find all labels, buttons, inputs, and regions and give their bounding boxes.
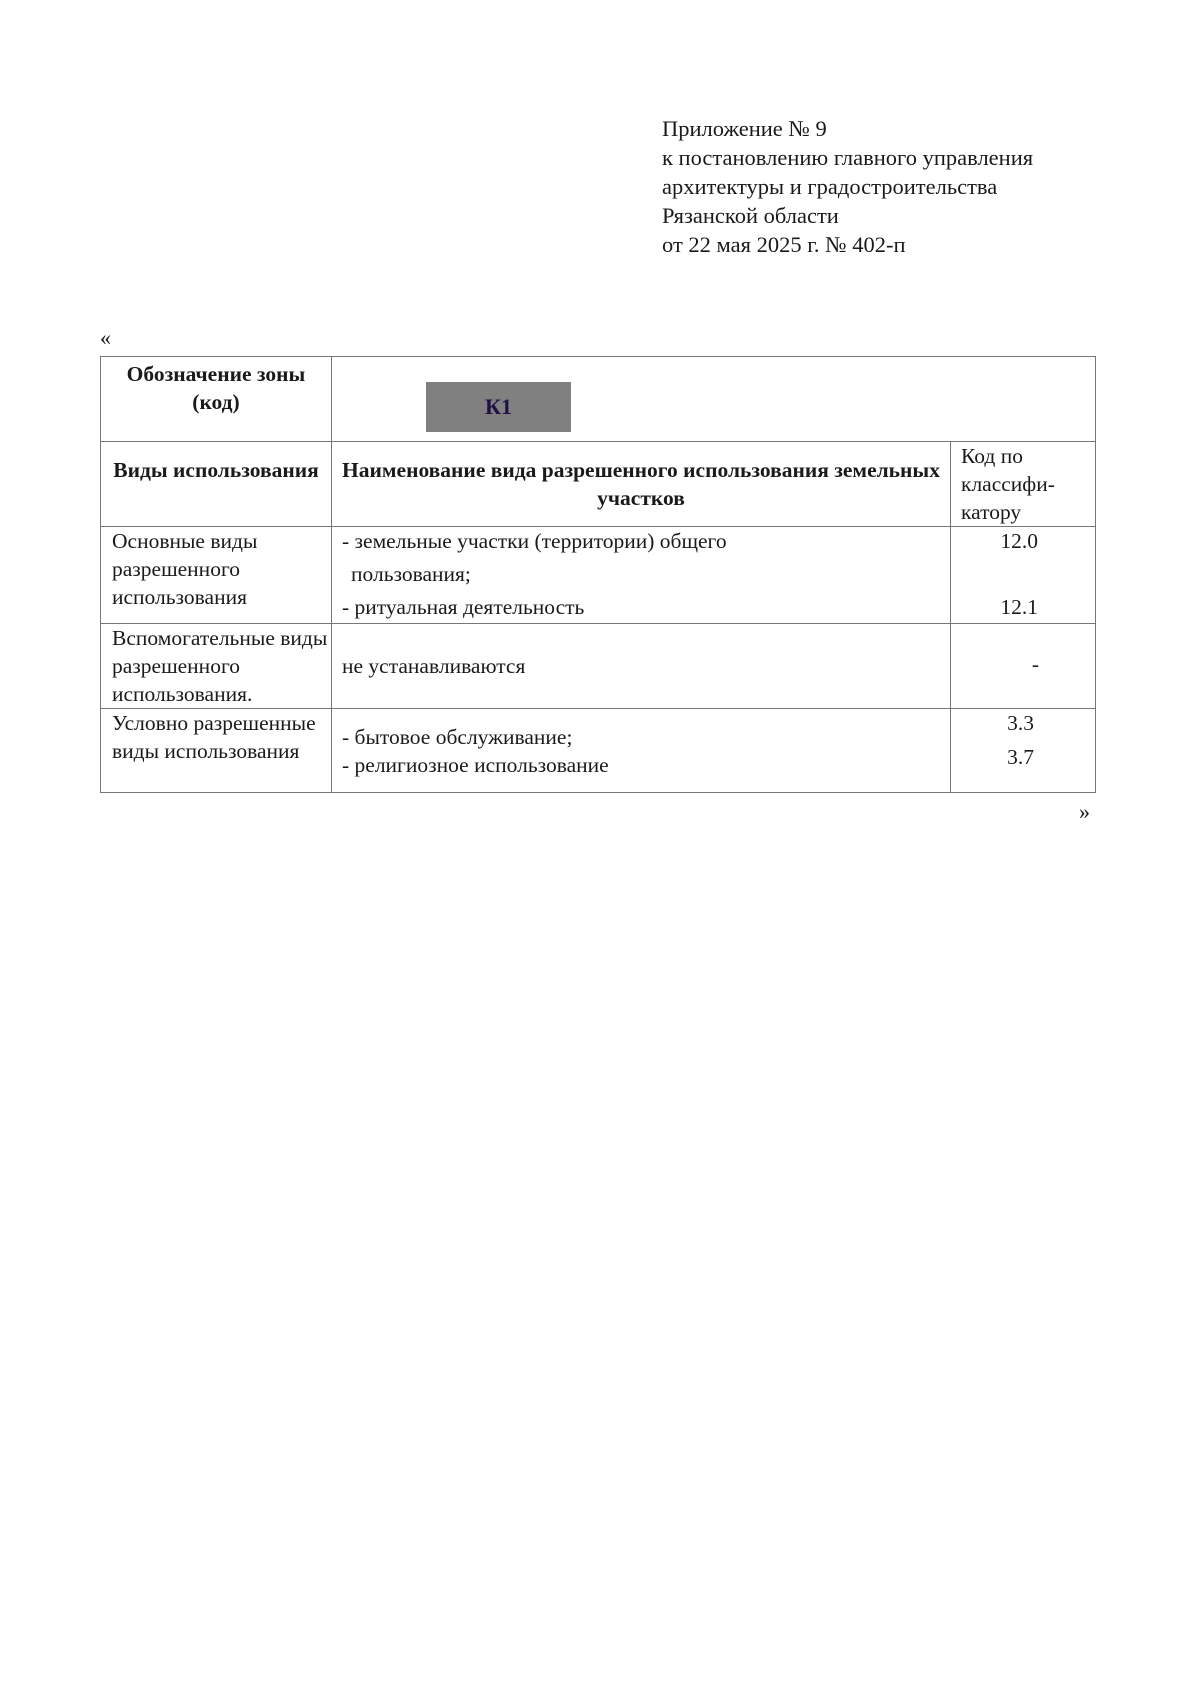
table-row-auxiliary [101,624,1096,709]
classifier-code: 3.3 [1007,711,1034,735]
appendix-line-date: от 22 мая 2025 г. № 402-п [662,232,906,257]
codes-cell [951,709,1096,793]
header-code-cell [951,442,1096,527]
kind-conditional: Условно разрешенные виды использования [112,711,316,763]
kind-cell [101,624,332,709]
table-row-main [101,527,1096,624]
list-item: пользования; [351,562,471,586]
appendix-header [662,114,1033,259]
zone-regulations-table [100,356,1096,793]
zone-row [101,357,1096,442]
zone-code-badge: К1 [426,382,571,432]
zone-label-cell [101,357,332,442]
kind-cell [101,527,332,624]
items-cell [332,709,951,793]
zone-label: Обозначение зоны (код) [126,362,306,414]
header-code: Код по классифи-катору [961,444,1055,524]
kind-cell [101,709,332,793]
header-name-cell [332,442,951,527]
kind-auxiliary: Вспомогательные виды разрешенного использования. [112,626,328,706]
list-item: не устанавливаются [342,654,526,678]
classifier-code: - [1031,652,1039,676]
classifier-code: 12.0 [1000,529,1038,553]
kind-main: Основные виды разрешенного использования [112,529,258,609]
closing-quote: » [1079,799,1090,824]
opening-quote: « [100,325,111,350]
codes-cell [951,527,1096,624]
header-kinds: Виды использования [113,458,319,482]
classifier-code: 3.7 [1007,745,1034,769]
codes-cell [951,624,1096,709]
appendix-line-region: Рязанской области [662,203,839,228]
appendix-title: Приложение № 9 [662,116,827,141]
table-row-conditional [101,709,1096,793]
list-item: - земельные участки (территории) общего [342,529,727,553]
zone-code-cell [332,357,1096,442]
items-cell [332,624,951,709]
list-item: - религиозное использование [342,753,609,777]
appendix-line-decree: к постановлению главного управления [662,145,1034,170]
list-item: - бытовое обслуживание; [342,725,573,749]
header-name: Наименование вида разрешенного использования земельных участков [342,458,940,510]
classifier-code: 12.1 [1000,595,1038,619]
appendix-line-authority: архитектуры и градостроительства [662,174,998,199]
list-item: - ритуальная деятельность [342,595,585,619]
header-kinds-cell [101,442,332,527]
table-header-row [101,442,1096,527]
items-cell [332,527,951,624]
